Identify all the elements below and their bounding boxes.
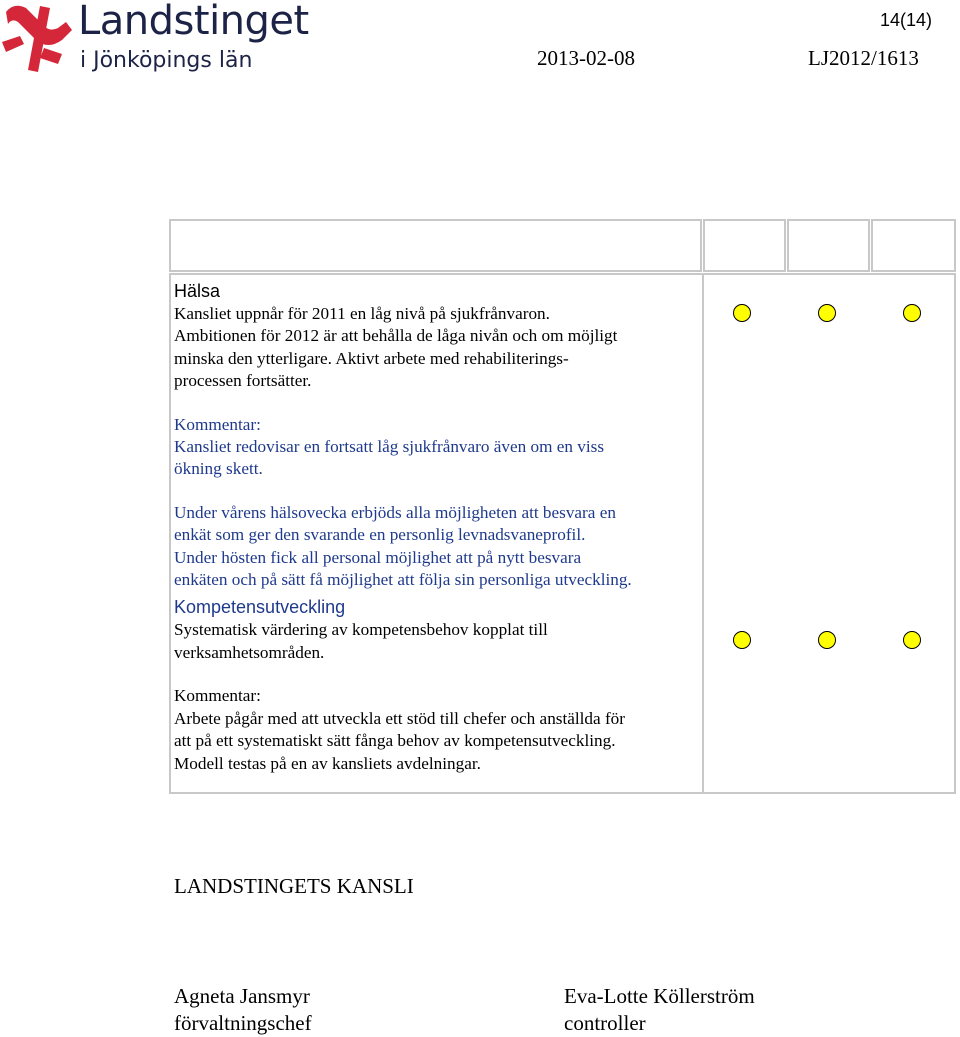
- table-header-cell-status-1: [703, 219, 786, 272]
- signature-block: [174, 983, 312, 1037]
- organization-logo: [0, 0, 310, 80]
- comment-line: ökning skett.: [174, 459, 263, 479]
- status-dot-yellow: [903, 631, 921, 649]
- signatory-title: förvaltningschef: [174, 1011, 312, 1035]
- document-reference: LJ2012/1613: [808, 46, 919, 70]
- status-dot-yellow: [903, 304, 921, 322]
- table-header-cell-main: [169, 219, 702, 272]
- comment-line: att på ett systematiskt sätt fånga behov av kompetensutveckling.: [174, 731, 616, 751]
- signatory-name: Eva-Lotte Köllerström: [564, 984, 755, 1008]
- status-dot-yellow: [818, 304, 836, 322]
- signatory-name: Agneta Jansmyr: [174, 984, 310, 1008]
- comment-label: Kommentar:: [174, 414, 261, 434]
- goal-line: minska den ytterligare. Aktivt arbete med rehabiliterings-: [174, 348, 569, 368]
- comment-line: enkät som ger den svarande en personlig levnadsvaneprofil.: [174, 525, 586, 545]
- logo-text-region: i Jönköpings län: [80, 48, 253, 73]
- table-header-cell-status-2: [787, 219, 870, 272]
- table-header-cell-status-3: [871, 219, 956, 272]
- section-heading-kompetensutveckling: Kompetensutveckling: [174, 597, 346, 618]
- status-dot-yellow: [733, 304, 751, 322]
- status-dot-yellow: [818, 631, 836, 649]
- landstinget-logo-icon: [0, 2, 76, 76]
- signature-block: [564, 983, 755, 1037]
- goal-line: Systematisk värdering av kompetensbehov kopplat till: [174, 620, 548, 640]
- status-dot-yellow: [733, 631, 751, 649]
- comment-line: Kansliet redovisar en fortsatt låg sjukfrånvaro även om en viss: [174, 437, 605, 457]
- table-content-column: [174, 279, 702, 775]
- goal-line: processen fortsätter.: [174, 371, 312, 391]
- goal-line: Ambitionen för 2012 är att behålla de låga nivån och om möjligt: [174, 326, 618, 346]
- page-number: 14(14): [879, 10, 932, 30]
- comment-line: Modell testas på en av kansliets avdelningar.: [174, 753, 481, 773]
- logo-text-landstinget: Landstinget: [78, 0, 309, 44]
- comment-line: Under vårens hälsovecka erbjöds alla möjligheten att besvara en: [174, 502, 616, 522]
- goal-line: verksamhetsområden.: [174, 642, 325, 662]
- comment-line: enkäten och på sätt få möjlighet att följa sin personliga utveckling.: [174, 570, 632, 590]
- comment-label: Kommentar:: [174, 686, 261, 706]
- organization-name: LANDSTINGETS KANSLI: [174, 874, 414, 898]
- goal-line: Kansliet uppnår för 2011 en låg nivå på sjukfrånvaron.: [174, 304, 550, 323]
- section-heading-halsa: Hälsa: [174, 281, 221, 301]
- document-date: 2013-02-08: [537, 46, 635, 70]
- comment-line: Under hösten fick all personal möjlighet att på nytt besvara: [174, 547, 582, 567]
- comment-line: Arbete pågår med att utveckla ett stöd till chefer och anställda för: [174, 708, 625, 728]
- table-column-divider: [702, 273, 704, 794]
- signatory-title: controller: [564, 1011, 646, 1035]
